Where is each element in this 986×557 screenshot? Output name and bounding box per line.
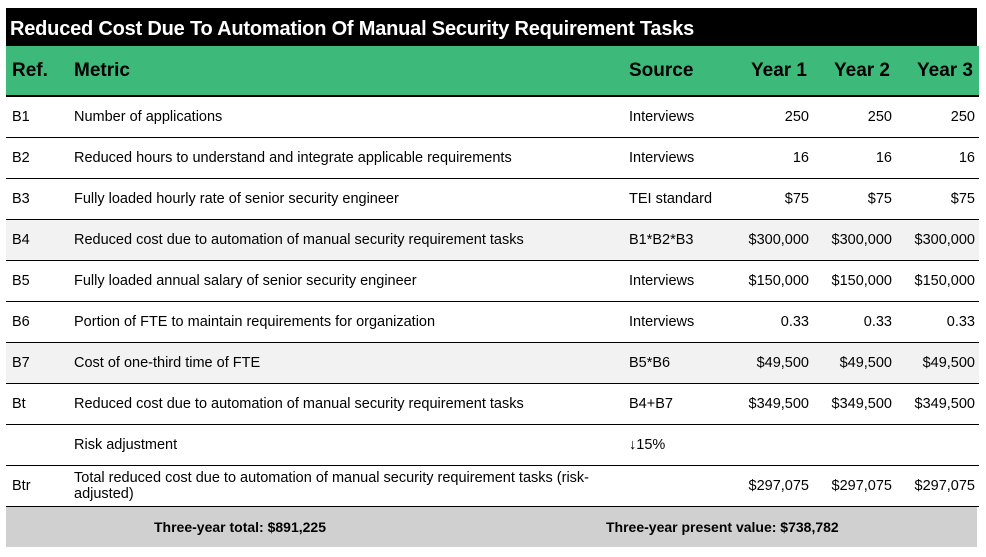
year2-cell: 250	[813, 96, 896, 137]
year2-cell: $349,500	[813, 383, 896, 424]
year2-cell: $75	[813, 178, 896, 219]
metric-cell: Reduced hours to understand and integrate applicable requirements	[68, 137, 623, 178]
table-row	[6, 424, 979, 465]
header-year2: Year 2	[813, 46, 896, 96]
table-row	[6, 383, 979, 424]
header-year3: Year 3	[896, 46, 979, 96]
table-row	[6, 301, 979, 342]
year1-cell: $349,500	[730, 383, 813, 424]
metric-cell: Risk adjustment	[68, 424, 623, 465]
year2-cell: 16	[813, 137, 896, 178]
source-cell	[623, 465, 730, 506]
metric-cell: Cost of one-third time of FTE	[68, 342, 623, 383]
metric-cell: Reduced cost due to automation of manual security requirement tasks	[68, 219, 623, 260]
year2-cell: $49,500	[813, 342, 896, 383]
title-bar	[6, 8, 977, 46]
year2-cell	[813, 424, 896, 465]
year2-cell: $300,000	[813, 219, 896, 260]
source-cell: B1*B2*B3	[623, 219, 730, 260]
year2-cell: 0.33	[813, 301, 896, 342]
year1-cell: $49,500	[730, 342, 813, 383]
metric-cell: Total reduced cost due to automation of manual security requirement tasks (risk-adjusted)	[68, 465, 623, 506]
header-source: Source	[623, 46, 730, 96]
metric-cell: Reduced cost due to automation of manual security requirement tasks	[68, 383, 623, 424]
table-row	[6, 178, 979, 219]
metric-cell: Fully loaded hourly rate of senior security engineer	[68, 178, 623, 219]
ref-cell: B7	[6, 342, 68, 383]
table-row	[6, 260, 979, 301]
year1-cell: $297,075	[730, 465, 813, 506]
year1-cell: 0.33	[730, 301, 813, 342]
ref-cell: B2	[6, 137, 68, 178]
ref-cell: Bt	[6, 383, 68, 424]
ref-cell: Btr	[6, 465, 68, 506]
year3-cell	[896, 424, 979, 465]
year1-cell: 250	[730, 96, 813, 137]
metric-cell: Portion of FTE to maintain requirements for organization	[68, 301, 623, 342]
year3-cell: $300,000	[896, 219, 979, 260]
table-row	[6, 137, 979, 178]
metric-cell: Fully loaded annual salary of senior security engineer	[68, 260, 623, 301]
year2-cell: $150,000	[813, 260, 896, 301]
table-row	[6, 465, 979, 506]
year3-cell: $297,075	[896, 465, 979, 506]
metric-cell: Number of applications	[68, 96, 623, 137]
year3-cell: 250	[896, 96, 979, 137]
table-title: Reduced Cost Due To Automation Of Manual Security Requirement Tasks	[10, 18, 695, 40]
table-row	[6, 96, 979, 137]
source-cell: TEI standard	[623, 178, 730, 219]
source-cell: ↓15%	[623, 424, 730, 465]
year3-cell: $75	[896, 178, 979, 219]
header-row	[6, 46, 979, 96]
source-cell: B5*B6	[623, 342, 730, 383]
source-cell: Interviews	[623, 96, 730, 137]
header-year1: Year 1	[730, 46, 813, 96]
three-year-present-value: Three-year present value: $738,782	[606, 518, 839, 535]
three-year-total: Three-year total: $891,225	[154, 518, 326, 535]
year3-cell: $150,000	[896, 260, 979, 301]
metrics-table	[6, 46, 979, 507]
year3-cell: 16	[896, 137, 979, 178]
ref-cell: B1	[6, 96, 68, 137]
ref-cell: B5	[6, 260, 68, 301]
year2-cell: $297,075	[813, 465, 896, 506]
table-row	[6, 219, 979, 260]
year1-cell: 16	[730, 137, 813, 178]
year1-cell: $300,000	[730, 219, 813, 260]
ref-cell: B4	[6, 219, 68, 260]
header-metric: Metric	[68, 46, 623, 96]
source-cell: B4+B7	[623, 383, 730, 424]
source-cell: Interviews	[623, 301, 730, 342]
year1-cell: $150,000	[730, 260, 813, 301]
source-cell: Interviews	[623, 260, 730, 301]
ref-cell: B6	[6, 301, 68, 342]
totals-bar	[6, 507, 977, 547]
ref-cell: B3	[6, 178, 68, 219]
year1-cell	[730, 424, 813, 465]
source-cell: Interviews	[623, 137, 730, 178]
header-ref: Ref.	[6, 46, 68, 96]
table-row	[6, 342, 979, 383]
year3-cell: $349,500	[896, 383, 979, 424]
year3-cell: $49,500	[896, 342, 979, 383]
year1-cell: $75	[730, 178, 813, 219]
cost-table-figure	[6, 8, 977, 547]
year3-cell: 0.33	[896, 301, 979, 342]
ref-cell	[6, 424, 68, 465]
